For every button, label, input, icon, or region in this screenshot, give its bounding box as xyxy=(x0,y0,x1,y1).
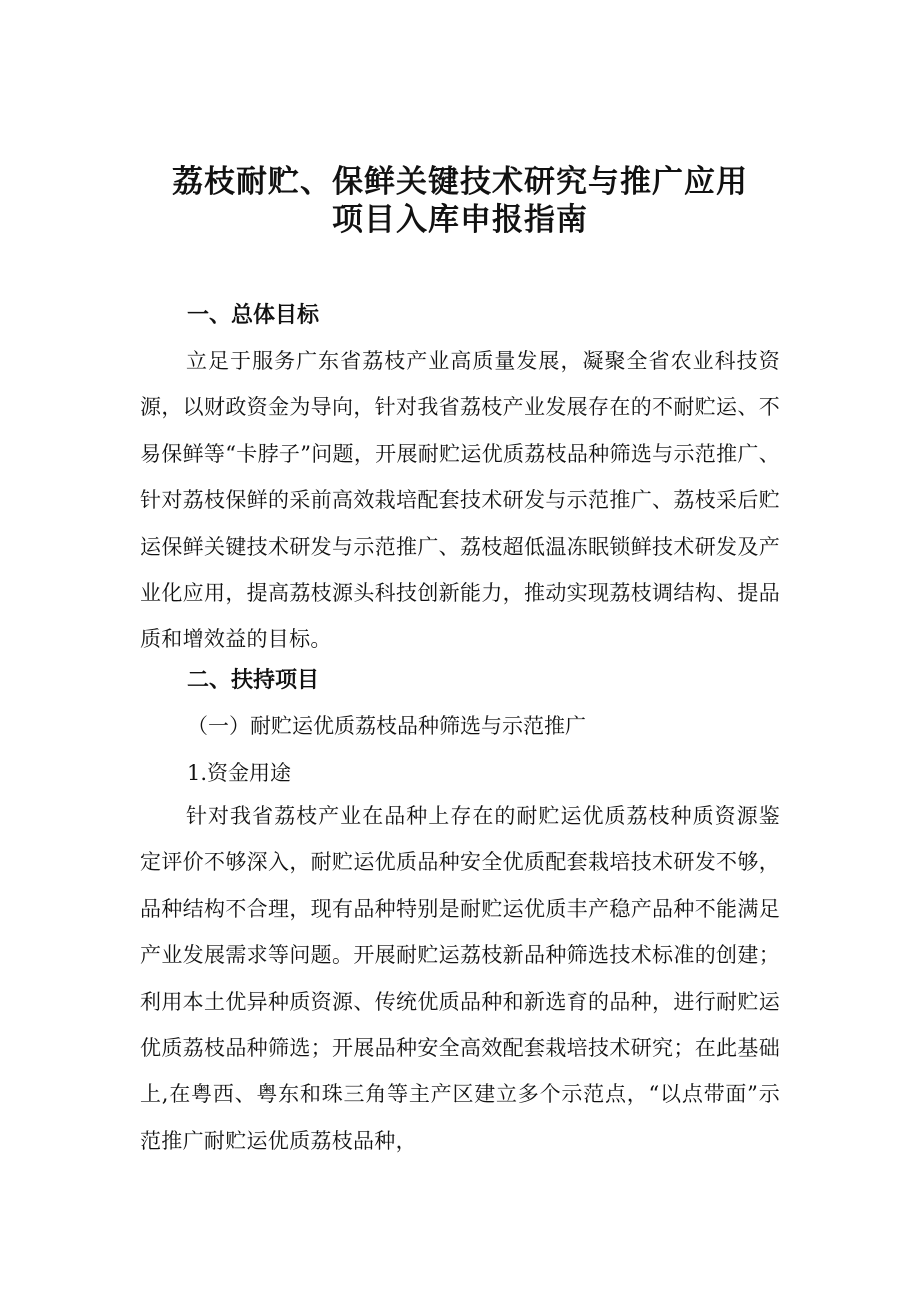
item-1-label: 1.资金用途 xyxy=(187,761,292,785)
document-title-line-1: 荔枝耐贮、保鲜关键技术研究与推广应用 xyxy=(172,164,748,200)
section-2-subheading: （一）耐贮运优质荔枝品种筛选与示范推广 xyxy=(187,714,586,738)
item-1-paragraph: 针对我省荔枝产业在品种上存在的耐贮运优质荔枝种质资源鉴定评价不够深入，耐贮运优质品种安全优质配套栽培技术研发不够，品种结构不合理，现有品种特别是耐贮运优质丰产稳产品种不能满足产业发展需求等问题。开展耐贮运荔枝新品种筛选技术标准的创建；利用本土优异种质资源、传统优质品种和新选育的品种，进行耐贮运优质荔枝品种筛选；开展品种安全高效配套栽培技术研究；在此基础上,在粤西、粤东和珠三角等主产区建立多个示范点，“以点带面”示范推广耐贮运优质荔枝品种， xyxy=(140,804,780,1153)
section-1-heading: 一、总体目标 xyxy=(187,303,320,328)
section-2-heading: 二、扶持项目 xyxy=(187,668,320,693)
section-1-paragraph: 立足于服务广东省荔枝产业高质量发展，凝聚全省农业科技资源，以财政资金为导向，针对我省荔枝产业发展存在的不耐贮运、不易保鲜等“卡脖子”问题，开展耐贮运优质荔枝品种筛选与示范推广、针对荔枝保鲜的采前高效栽培配套技术研发与示范推广、荔枝采后贮运保鲜关键技术研发与示范推广、荔枝超低温冻眠锁鲜技术研发及产业化应用，提高荔枝源头科技创新能力，推动实现荔枝调结构、提品质和增效益的目标。 xyxy=(140,349,780,652)
document-title-line-2: 项目入库申报指南 xyxy=(332,202,588,238)
